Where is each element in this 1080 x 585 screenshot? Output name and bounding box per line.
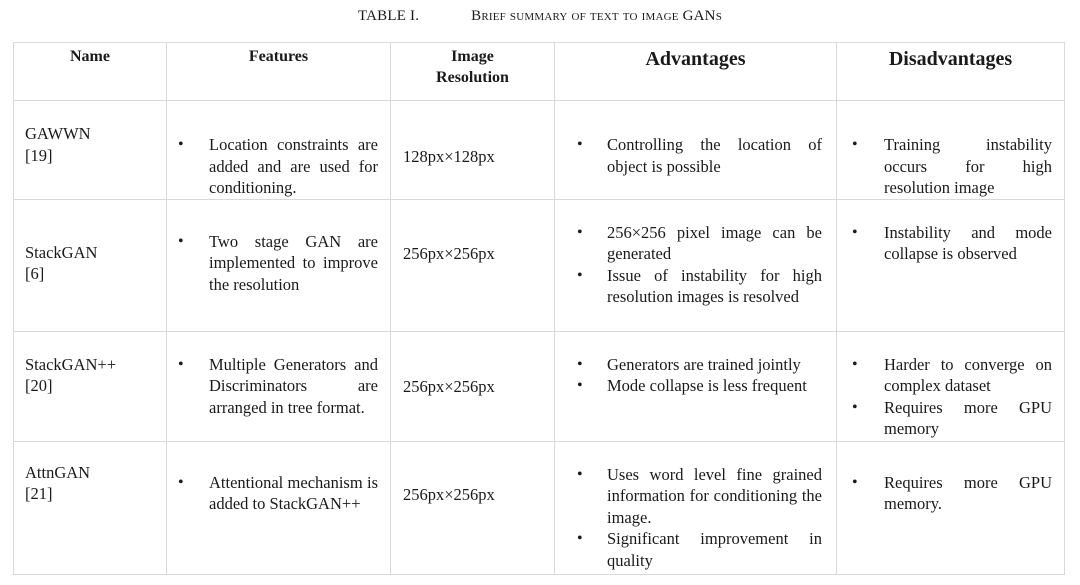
- feature-bullet: • Location constraints are added and are used for conditioning.: [167, 134, 390, 199]
- cell-name: [14, 441, 167, 574]
- advantage-bullet: • 256×256 pixel image can be generated: [555, 222, 836, 265]
- disadvantage-bullet: • Requires more GPU memory: [837, 397, 1064, 440]
- table-row: [14, 331, 1065, 441]
- disadvantage-bullet: • Instability and mode collapse is observed: [837, 222, 1064, 265]
- cell-disadvantages: [837, 101, 1065, 200]
- header-resolution: Image Resolution: [391, 43, 555, 101]
- advantage-bullet: • Generators are trained jointly: [555, 354, 836, 376]
- cell-features: [167, 331, 391, 441]
- table-row: [14, 441, 1065, 574]
- disadvantage-bullet: • Requires more GPU memory.: [837, 472, 1064, 515]
- table-caption: [0, 8, 1080, 25]
- cell-name: [14, 331, 167, 441]
- model-ref: [21]: [25, 484, 53, 503]
- gan-summary-table: [13, 42, 1065, 575]
- advantage-bullet: • Controlling the location of object is possible: [555, 134, 836, 177]
- model-name: AttnGAN: [25, 462, 91, 482]
- advantage-bullet: • Uses word level fine grained information for conditioning the image.: [555, 464, 836, 529]
- cell-advantages: [555, 101, 837, 200]
- cell-name: [14, 199, 167, 331]
- header-name: Name: [14, 43, 167, 101]
- cell-name: [14, 101, 167, 200]
- cell-features: [167, 441, 391, 574]
- feature-bullet: • Multiple Generators and Discriminators are arranged in tree format.: [167, 354, 390, 419]
- cell-resolution: 256px×256px: [391, 441, 555, 574]
- header-disadvantages: Disadvantages: [837, 43, 1065, 101]
- model-ref: [6]: [25, 264, 45, 283]
- disadvantage-bullet: • Training instability occurs for high resolution image: [837, 134, 1064, 199]
- model-name: GAWWN: [25, 124, 91, 143]
- header-advantages: Advantages: [555, 43, 837, 101]
- model-name: StackGAN++: [25, 354, 117, 374]
- cell-features: [167, 101, 391, 200]
- model-ref: [19]: [25, 145, 53, 165]
- cell-disadvantages: [837, 199, 1065, 331]
- model-ref: [20]: [25, 376, 53, 395]
- cell-resolution: 256px×256px: [391, 331, 555, 441]
- disadvantage-bullet: • Harder to converge on complex dataset: [837, 354, 1064, 397]
- cell-advantages: [555, 331, 837, 441]
- model-name: StackGAN: [25, 242, 98, 262]
- cell-resolution: 256px×256px: [391, 199, 555, 331]
- advantage-bullet: • Mode collapse is less frequent: [555, 375, 836, 397]
- header-features: Features: [167, 43, 391, 101]
- advantage-bullet: • Significant improvement in quality: [555, 528, 836, 571]
- table-row: [14, 101, 1065, 200]
- cell-advantages: [555, 441, 837, 574]
- table-title: Brief summary of text to image GANs: [471, 8, 723, 24]
- feature-bullet: • Two stage GAN are implemented to improve the resolution: [167, 231, 390, 296]
- table-number: TABLE I.: [357, 8, 420, 24]
- cell-disadvantages: [837, 441, 1065, 574]
- feature-bullet: • Attentional mechanism is added to StackGAN++: [167, 472, 390, 515]
- cell-advantages: [555, 199, 837, 331]
- table-row: [14, 199, 1065, 331]
- cell-resolution: 128px×128px: [391, 101, 555, 200]
- cell-features: [167, 199, 391, 331]
- cell-disadvantages: [837, 331, 1065, 441]
- advantage-bullet: • Issue of instability for high resolution images is resolved: [555, 265, 836, 308]
- header-row: [14, 43, 1065, 101]
